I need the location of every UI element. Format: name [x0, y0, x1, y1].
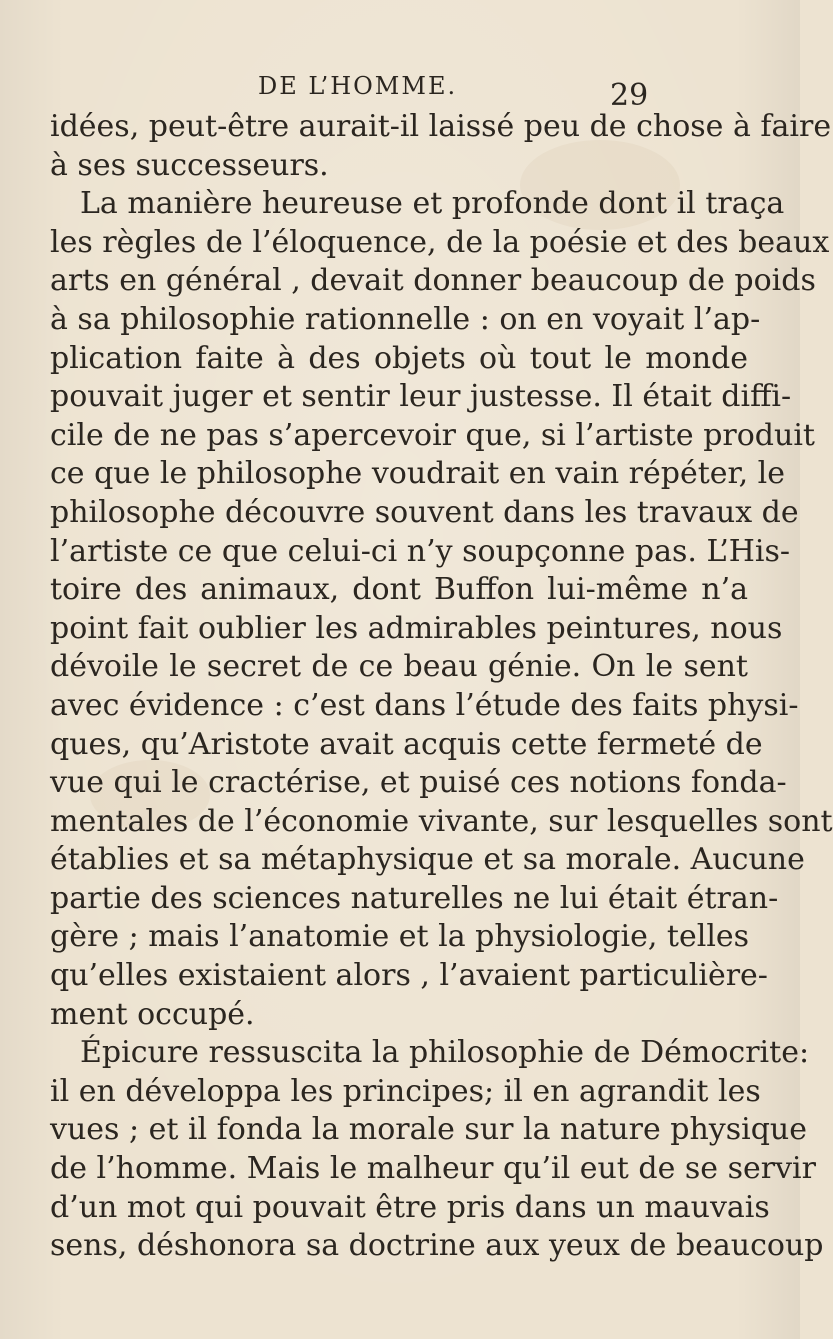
text-line: plication faite à des objets où tout le monde [50, 340, 748, 376]
text-line: à ses successeurs. [50, 147, 329, 183]
text-line: il en développa les principes; il en agrandit les [50, 1073, 761, 1109]
text-line: l’artiste ce que celui-ci n’y soupçonne pas. L’His- [50, 533, 791, 569]
text-line: sens, déshonora sa doctrine aux yeux de beaucoup [50, 1228, 824, 1264]
paragraph-start-line: Épicure ressuscita la philosophie de Démocrite: [80, 1035, 810, 1071]
text-line: toire des animaux, dont Buffon lui-même n’a [50, 572, 748, 608]
text-line: de l’homme. Mais le malheur qu’il eut de se servir [50, 1151, 816, 1187]
text-line: partie des sciences naturelles ne lui était étran- [50, 880, 779, 916]
text-line: idées, peut-être aurait-il laissé peu de chose à faire [50, 109, 832, 144]
text-line: ques, qu’Aristote avait acquis cette fermeté de [50, 726, 763, 762]
text-line: ce que le philosophe voudrait en vain répéter, le [50, 456, 786, 492]
text-line: à sa philosophie rationnelle : on en voyait l’ap- [50, 301, 761, 337]
text-line: pouvait juger et sentir leur justesse. Il était diffi- [50, 379, 792, 415]
text-line: philosophe découvre souvent dans les travaux de [50, 494, 799, 530]
text-line: point fait oublier les admirables peintures, nous [50, 610, 783, 646]
body-text [50, 108, 833, 1266]
text-line: gère ; mais l’anatomie et la physiologie, telles [50, 919, 750, 955]
paragraph-start-line: La manière heureuse et profonde dont il traça [80, 186, 785, 222]
text-line: cile de ne pas s’apercevoir que, si l’artiste produit [50, 417, 815, 453]
text-line: vues ; et il fonda la morale sur la nature physique [50, 1112, 807, 1148]
text-line: d’un mot qui pouvait être pris dans un mauvais [50, 1189, 770, 1225]
text-line: arts en général , devait donner beaucoup de poids [50, 263, 816, 299]
text-line: les règles de l’éloquence, de la poésie et des beaux [50, 224, 830, 260]
text-line: établies et sa métaphysique et sa morale. Aucune [50, 842, 805, 878]
text-line: ment occupé. [50, 996, 255, 1032]
page-number: 29 [610, 78, 649, 113]
running-title: DE L’HOMME. [258, 72, 458, 100]
text-line: dévoile le secret de ce beau génie. On le sent [50, 649, 748, 685]
running-head [0, 70, 800, 113]
text-line: mentales de l’économie vivante, sur lesquelles sont [50, 803, 833, 839]
text-line: avec évidence : c’est dans l’étude des faits physi- [50, 687, 799, 723]
text-line: qu’elles existaient alors , l’avaient particulière- [50, 958, 768, 994]
text-line: vue qui le cractérise, et puisé ces notions fonda- [50, 765, 787, 801]
